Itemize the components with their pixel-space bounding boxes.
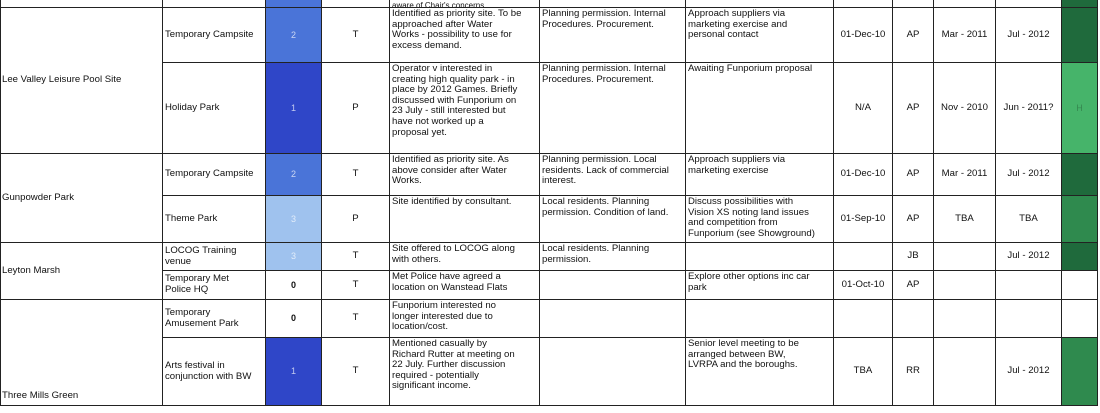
notes-cell: Met Police have agreed a location on Wanstead Flats bbox=[390, 271, 540, 300]
status-cell bbox=[1062, 300, 1098, 338]
priority-cell: 3 bbox=[266, 196, 322, 243]
start-cell bbox=[934, 271, 996, 300]
type-cell: P bbox=[322, 196, 390, 243]
previous-row-cell bbox=[540, 0, 686, 8]
notes-cell: Site offered to LOCOG along with others. bbox=[390, 243, 540, 271]
use-cell: Temporary Amusement Park bbox=[163, 300, 266, 338]
table-left-border bbox=[0, 0, 1, 406]
end-cell bbox=[996, 271, 1062, 300]
constraints-cell bbox=[540, 271, 686, 300]
constraints-cell: Local residents. Planning permission. bbox=[540, 243, 686, 271]
use-cell: Theme Park bbox=[163, 196, 266, 243]
date-cell: 01-Sep-10 bbox=[834, 196, 893, 243]
site-name: Lee Valley Leisure Pool Site bbox=[0, 8, 163, 154]
next-steps-cell bbox=[686, 243, 834, 271]
next-steps-cell: Awaiting Funporium proposal bbox=[686, 63, 834, 154]
end-cell: Jul - 2012 bbox=[996, 338, 1062, 406]
notes-cell: Identified as priority site. To be approached after Water Works - possibility to use for excess demand. bbox=[390, 8, 540, 63]
date-cell: 01-Dec-10 bbox=[834, 8, 893, 63]
owner-cell: AP bbox=[893, 271, 934, 300]
owner-cell: JB bbox=[893, 243, 934, 271]
constraints-cell bbox=[540, 338, 686, 406]
previous-row-cell bbox=[1062, 0, 1098, 8]
next-steps-cell: Explore other options inc car park bbox=[686, 271, 834, 300]
use-cell: Temporary Met Police HQ bbox=[163, 271, 266, 300]
type-cell: T bbox=[322, 243, 390, 271]
owner-cell: AP bbox=[893, 63, 934, 154]
start-cell: Mar - 2011 bbox=[934, 8, 996, 63]
type-cell: T bbox=[322, 8, 390, 63]
start-cell bbox=[934, 243, 996, 271]
notes-cell: Site identified by consultant. bbox=[390, 196, 540, 243]
type-cell: T bbox=[322, 271, 390, 300]
priority-cell: 0 bbox=[266, 300, 322, 338]
previous-row-fragment: aware of Chair's concerns bbox=[390, 0, 540, 8]
next-steps-cell: Approach suppliers via marketing exercise bbox=[686, 154, 834, 196]
status-cell bbox=[1062, 243, 1098, 271]
owner-cell: AP bbox=[893, 8, 934, 63]
date-cell bbox=[834, 243, 893, 271]
previous-row-cell bbox=[322, 0, 390, 8]
date-cell: N/A bbox=[834, 63, 893, 154]
notes-cell: Operator v interested in creating high quality park - in place by 2012 Games. Briefly discussed with Funporium on 23 July - still interested but have not worked up a proposal yet. bbox=[390, 63, 540, 154]
status-cell bbox=[1062, 338, 1098, 406]
end-cell: Jul - 2012 bbox=[996, 243, 1062, 271]
previous-row-cell bbox=[686, 0, 834, 8]
notes-cell: Identified as priority site. As above consider after Water Works. bbox=[390, 154, 540, 196]
owner-cell: AP bbox=[893, 154, 934, 196]
use-cell: Arts festival in conjunction with BW bbox=[163, 338, 266, 406]
use-cell: Temporary Campsite bbox=[163, 154, 266, 196]
start-cell bbox=[934, 338, 996, 406]
priority-cell: 1 bbox=[266, 338, 322, 406]
previous-row-cell bbox=[834, 0, 893, 8]
type-cell: T bbox=[322, 338, 390, 406]
previous-row-cell bbox=[996, 0, 1062, 8]
end-cell: Jul - 2012 bbox=[996, 154, 1062, 196]
site-name: Three Mills Green bbox=[0, 300, 163, 406]
owner-cell: AP bbox=[893, 196, 934, 243]
end-cell: Jun - 2011? bbox=[996, 63, 1062, 154]
status-cell bbox=[1062, 196, 1098, 243]
site-name: Leyton Marsh bbox=[0, 243, 163, 300]
use-cell: Holiday Park bbox=[163, 63, 266, 154]
start-cell bbox=[934, 300, 996, 338]
use-cell: LOCOG Training venue bbox=[163, 243, 266, 271]
next-steps-cell: Discuss possibilities with Vision XS noting land issues and competition from Funporium (see Showground) bbox=[686, 196, 834, 243]
next-steps-cell: Senior level meeting to be arranged between BW, LVRPA and the boroughs. bbox=[686, 338, 834, 406]
type-cell: P bbox=[322, 63, 390, 154]
end-cell bbox=[996, 300, 1062, 338]
status-cell: H bbox=[1062, 63, 1098, 154]
constraints-cell: Planning permission. Internal Procedures. Procurement. bbox=[540, 63, 686, 154]
next-steps-cell bbox=[686, 300, 834, 338]
date-cell: 01-Oct-10 bbox=[834, 271, 893, 300]
end-cell: TBA bbox=[996, 196, 1062, 243]
previous-row-cell bbox=[934, 0, 996, 8]
priority-cell: 0 bbox=[266, 271, 322, 300]
previous-row-cell bbox=[0, 0, 163, 8]
status-cell bbox=[1062, 271, 1098, 300]
constraints-cell bbox=[540, 300, 686, 338]
previous-row-cell bbox=[163, 0, 266, 8]
status-cell bbox=[1062, 154, 1098, 196]
notes-cell: Mentioned casually by Richard Rutter at meeting on 22 July. Further discussion required - potentially significant income. bbox=[390, 338, 540, 406]
notes-cell: Funporium interested no longer interested due to location/cost. bbox=[390, 300, 540, 338]
priority-cell: 1 bbox=[266, 63, 322, 154]
priority-cell: 2 bbox=[266, 154, 322, 196]
previous-row-cell bbox=[893, 0, 934, 8]
start-cell: Nov - 2010 bbox=[934, 63, 996, 154]
type-cell: T bbox=[322, 300, 390, 338]
next-steps-cell: Approach suppliers via marketing exercise and personal contact bbox=[686, 8, 834, 63]
site-name: Gunpowder Park bbox=[0, 154, 163, 243]
constraints-cell: Local residents. Planning permission. Condition of land. bbox=[540, 196, 686, 243]
end-cell: Jul - 2012 bbox=[996, 8, 1062, 63]
use-cell: Temporary Campsite bbox=[163, 8, 266, 63]
type-cell: T bbox=[322, 154, 390, 196]
status-cell bbox=[1062, 8, 1098, 63]
owner-cell: RR bbox=[893, 338, 934, 406]
date-cell: TBA bbox=[834, 338, 893, 406]
date-cell bbox=[834, 300, 893, 338]
previous-row-cell bbox=[266, 0, 322, 8]
constraints-cell: Planning permission. Local residents. Lack of commercial interest. bbox=[540, 154, 686, 196]
start-cell: Mar - 2011 bbox=[934, 154, 996, 196]
start-cell: TBA bbox=[934, 196, 996, 243]
priority-cell: 2 bbox=[266, 8, 322, 63]
priority-cell: 3 bbox=[266, 243, 322, 271]
owner-cell bbox=[893, 300, 934, 338]
constraints-cell: Planning permission. Internal Procedures. Procurement. bbox=[540, 8, 686, 63]
date-cell: 01-Dec-10 bbox=[834, 154, 893, 196]
